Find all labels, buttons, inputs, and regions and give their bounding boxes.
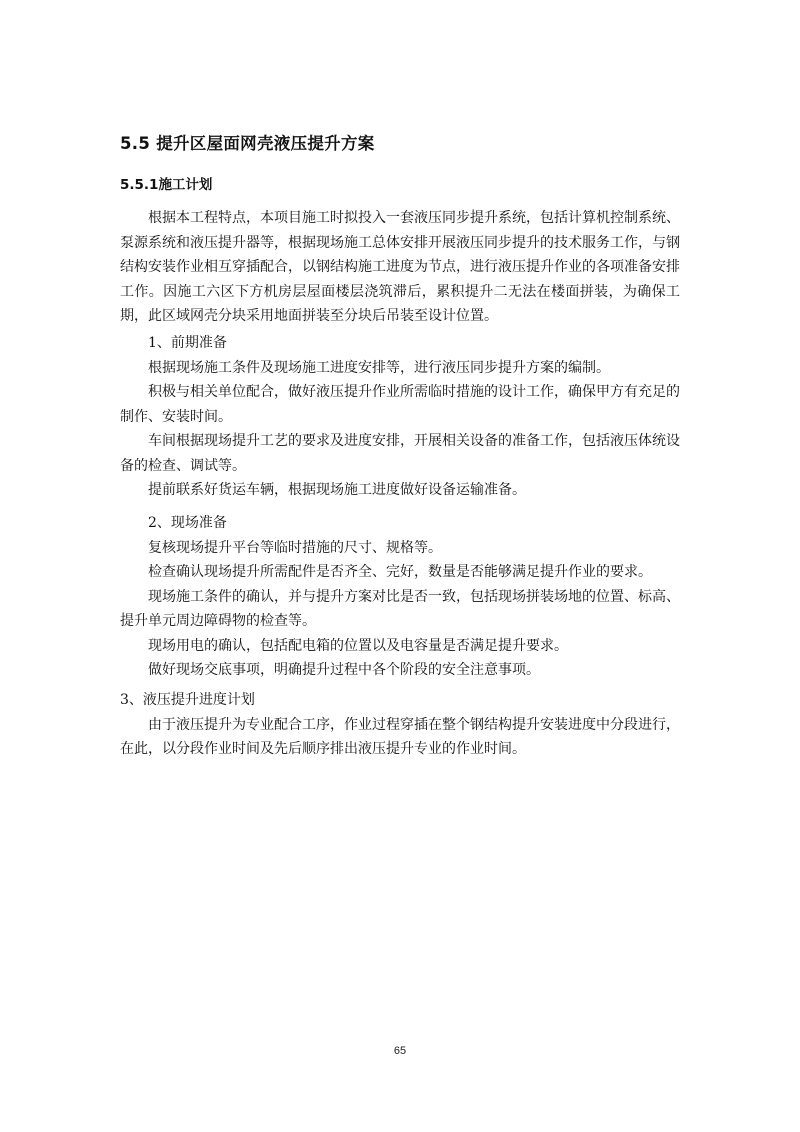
- part2-block: [120, 511, 680, 683]
- section-title: 提升区屋面网壳液压提升方案: [156, 134, 375, 153]
- part2-item: 检查确认现场提升所需配件是否齐全、完好，数量是否能够满足提升作业的要求。: [148, 564, 652, 580]
- part2-item: 复核现场提升平台等临时措施的尺寸、规格等。: [148, 539, 442, 556]
- subsection-title: 施工计划: [158, 177, 213, 193]
- section-heading: [120, 130, 375, 154]
- part1-item: 积极与相关单位配合，做好液压提升作业所需临时措施的设计工作，确保甲方有充足的制作、安装时间。: [120, 384, 680, 425]
- part1-heading: 1、前期准备: [148, 335, 227, 351]
- subsection-number: 5.5.1: [120, 177, 159, 193]
- part2-item: 现场施工条件的确认，并与提升方案对比是否一致，包括现场拼装场地的位置、标高、提升单元周边障碍物的检查等。: [120, 588, 680, 629]
- part2-item: 做好现场交底事项，明确提升过程中各个阶段的安全注意事项。: [148, 662, 540, 678]
- part1-item: 根据现场施工条件及现场施工进度安排等，进行液压同步提升方案的编制。: [148, 359, 610, 376]
- part3-block: [120, 688, 680, 762]
- part3-paragraph: 由于液压提升为专业配合工序，作业过程穿插在整个钢结构提升安装进度中分段进行，在此，以分段作业时间及先后顺序排出液压提升专业的作业时间。: [120, 716, 680, 757]
- part3-heading: 3、液压提升进度计划: [120, 692, 255, 708]
- part1-item: 车间根据现场提升工艺的要求及进度安排，开展相关设备的准备工作，包括液压体统设备的检查、调试等。: [120, 433, 680, 474]
- part1-block: [120, 331, 680, 503]
- part2-heading: 2、现场准备: [148, 515, 227, 531]
- page-number: 65: [393, 1045, 407, 1057]
- part2-item: 现场用电的确认，包括配电箱的位置以及电容量是否满足提升要求。: [148, 637, 568, 654]
- part1-item: 提前联系好货运车辆，根据现场施工进度做好设备运输准备。: [148, 482, 526, 498]
- intro-block: [120, 206, 680, 329]
- section-number: 5.5: [120, 134, 151, 153]
- subsection-heading: [120, 173, 212, 193]
- intro-paragraph: 根据本工程特点，本项目施工时拟投入一套液压同步提升系统，包括计算机控制系统、泵源系统和液压提升器等，根据现场施工总体安排开展液压同步提升的技术服务工作，与钢结构安装作业相互穿插配合，以钢结构施工进度为节点，进行液压提升作业的各项准备安排工作。因施工六区下方机房层屋面楼层浇筑滞后，累积提升二无法在楼面拼装，为确保工期，此区域网壳分块采用地面拼装至分块后吊装至设计位置。: [120, 210, 680, 324]
